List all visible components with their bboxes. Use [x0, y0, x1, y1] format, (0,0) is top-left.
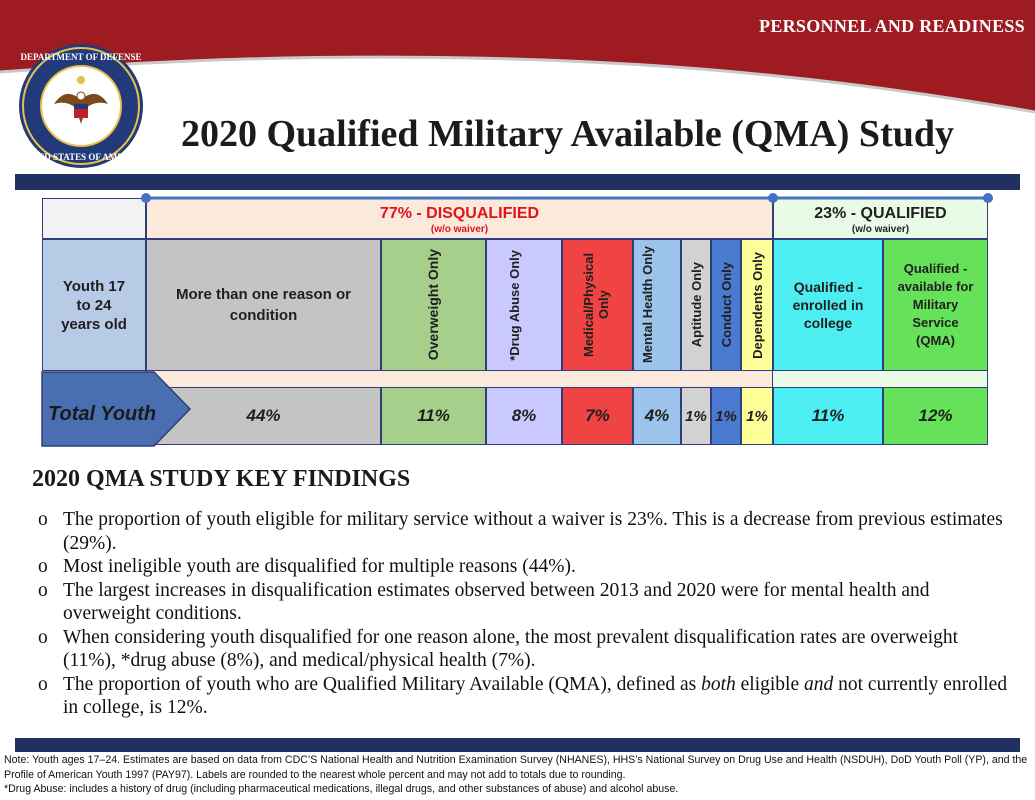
value-overweight: 11% — [381, 387, 486, 445]
qualified-subheading: (w/o waiver) — [851, 224, 910, 235]
divider-top — [15, 174, 1020, 190]
value-mental-health: 4% — [633, 387, 681, 445]
value-drug-abuse: 8% — [486, 387, 562, 445]
spacer-band — [146, 371, 773, 387]
findings-title: 2020 QMA STUDY KEY FINDINGS — [32, 466, 411, 492]
page-title: 2020 Qualified Military Available (QMA) Study — [180, 113, 954, 155]
col-header-overweight: Overweight Only — [381, 239, 486, 371]
value-conduct: 1% — [711, 387, 741, 445]
value-qualified-college: 11% — [773, 387, 883, 445]
value-dependents: 1% — [741, 387, 773, 445]
qualified-header — [773, 198, 988, 239]
value-medical: 7% — [562, 387, 633, 445]
org-title: PERSONNEL AND READINESS — [759, 16, 1025, 36]
table-corner — [42, 198, 146, 239]
col-header-dependents: Dependents Only — [741, 239, 773, 371]
col-header-drug-abuse: *Drug Abuse Only — [486, 239, 562, 371]
list-item: o When considering youth disqualified for one reason alone, the most prevalent disqualification rates are overweight (11%), *drug abuse (8%), and medical/physical health (7%). — [38, 626, 959, 671]
qualified-heading: 23% - QUALIFIED — [814, 205, 947, 222]
value-multiple: 44% — [146, 387, 381, 445]
col-header-multiple: More than one reason or condition — [146, 239, 381, 371]
spacer-band-qualified — [773, 371, 988, 387]
disqualified-header — [146, 198, 773, 239]
list-item: o Most ineligible youth are disqualified for multiple reasons (44%). — [38, 556, 576, 577]
total-youth-label: Total Youth — [48, 403, 157, 425]
col-header-medical: Medical/Physical Only — [562, 239, 633, 371]
footnote — [4, 753, 1032, 797]
disqualified-subheading: (w/o waiver) — [430, 224, 489, 235]
col-header-aptitude: Aptitude Only — [681, 239, 711, 371]
col-header-conduct: Conduct Only — [711, 239, 741, 371]
footnote-sources: Note: Youth ages 17–24. Estimates are based on data from CDC’S National Health and Nutrition Examination Survey (NHANES), HHS’s National Survey on Drug Use and Health (NSDUH), DoD Youth Poll (YP), and the Profile of American Youth 1997 (PAY97). Labels are rounded to the nearest whole percent and may not add to totals due to rounding. — [4, 754, 1028, 781]
col-header-qualified-college: Qualified - enrolled in college — [773, 239, 883, 371]
value-aptitude: 1% — [681, 387, 711, 445]
findings-list — [38, 508, 1013, 720]
disqualified-heading: 77% - DISQUALIFIED — [379, 205, 540, 222]
col-header-qma: Qualified - available for Military Service (QMA) — [883, 239, 988, 371]
footnote-drug-abuse: *Drug Abuse: includes a history of drug (including pharmaceutical medications, illegal drugs, and other substances of abuse) and alcohol abuse. — [4, 783, 679, 795]
list-item: o The proportion of youth eligible for military service without a waiver is 23%. This is a decrease from previous estimates (29%). — [38, 509, 1003, 554]
youth-row-label: Youth 17 to 24 years old — [42, 239, 146, 371]
value-qma: 12% — [883, 387, 988, 445]
col-header-mental-health: Mental Health Only — [633, 239, 681, 371]
list-item: o The largest increases in disqualification estimates observed between 2013 and 2020 were for mental health and overweight conditions. — [38, 579, 930, 624]
divider-bottom — [15, 738, 1020, 752]
list-item: o The proportion of youth who are Qualified Military Available (QMA), defined as both eligible and not currently enrolled in college, is 12%. — [38, 673, 1008, 718]
svg-text:DEPARTMENT OF DEFENSE: DEPARTMENT OF DEFENSE — [20, 52, 142, 62]
svg-text:UNITED STATES OF AMERICA: UNITED STATES OF AMERICA — [15, 152, 147, 162]
